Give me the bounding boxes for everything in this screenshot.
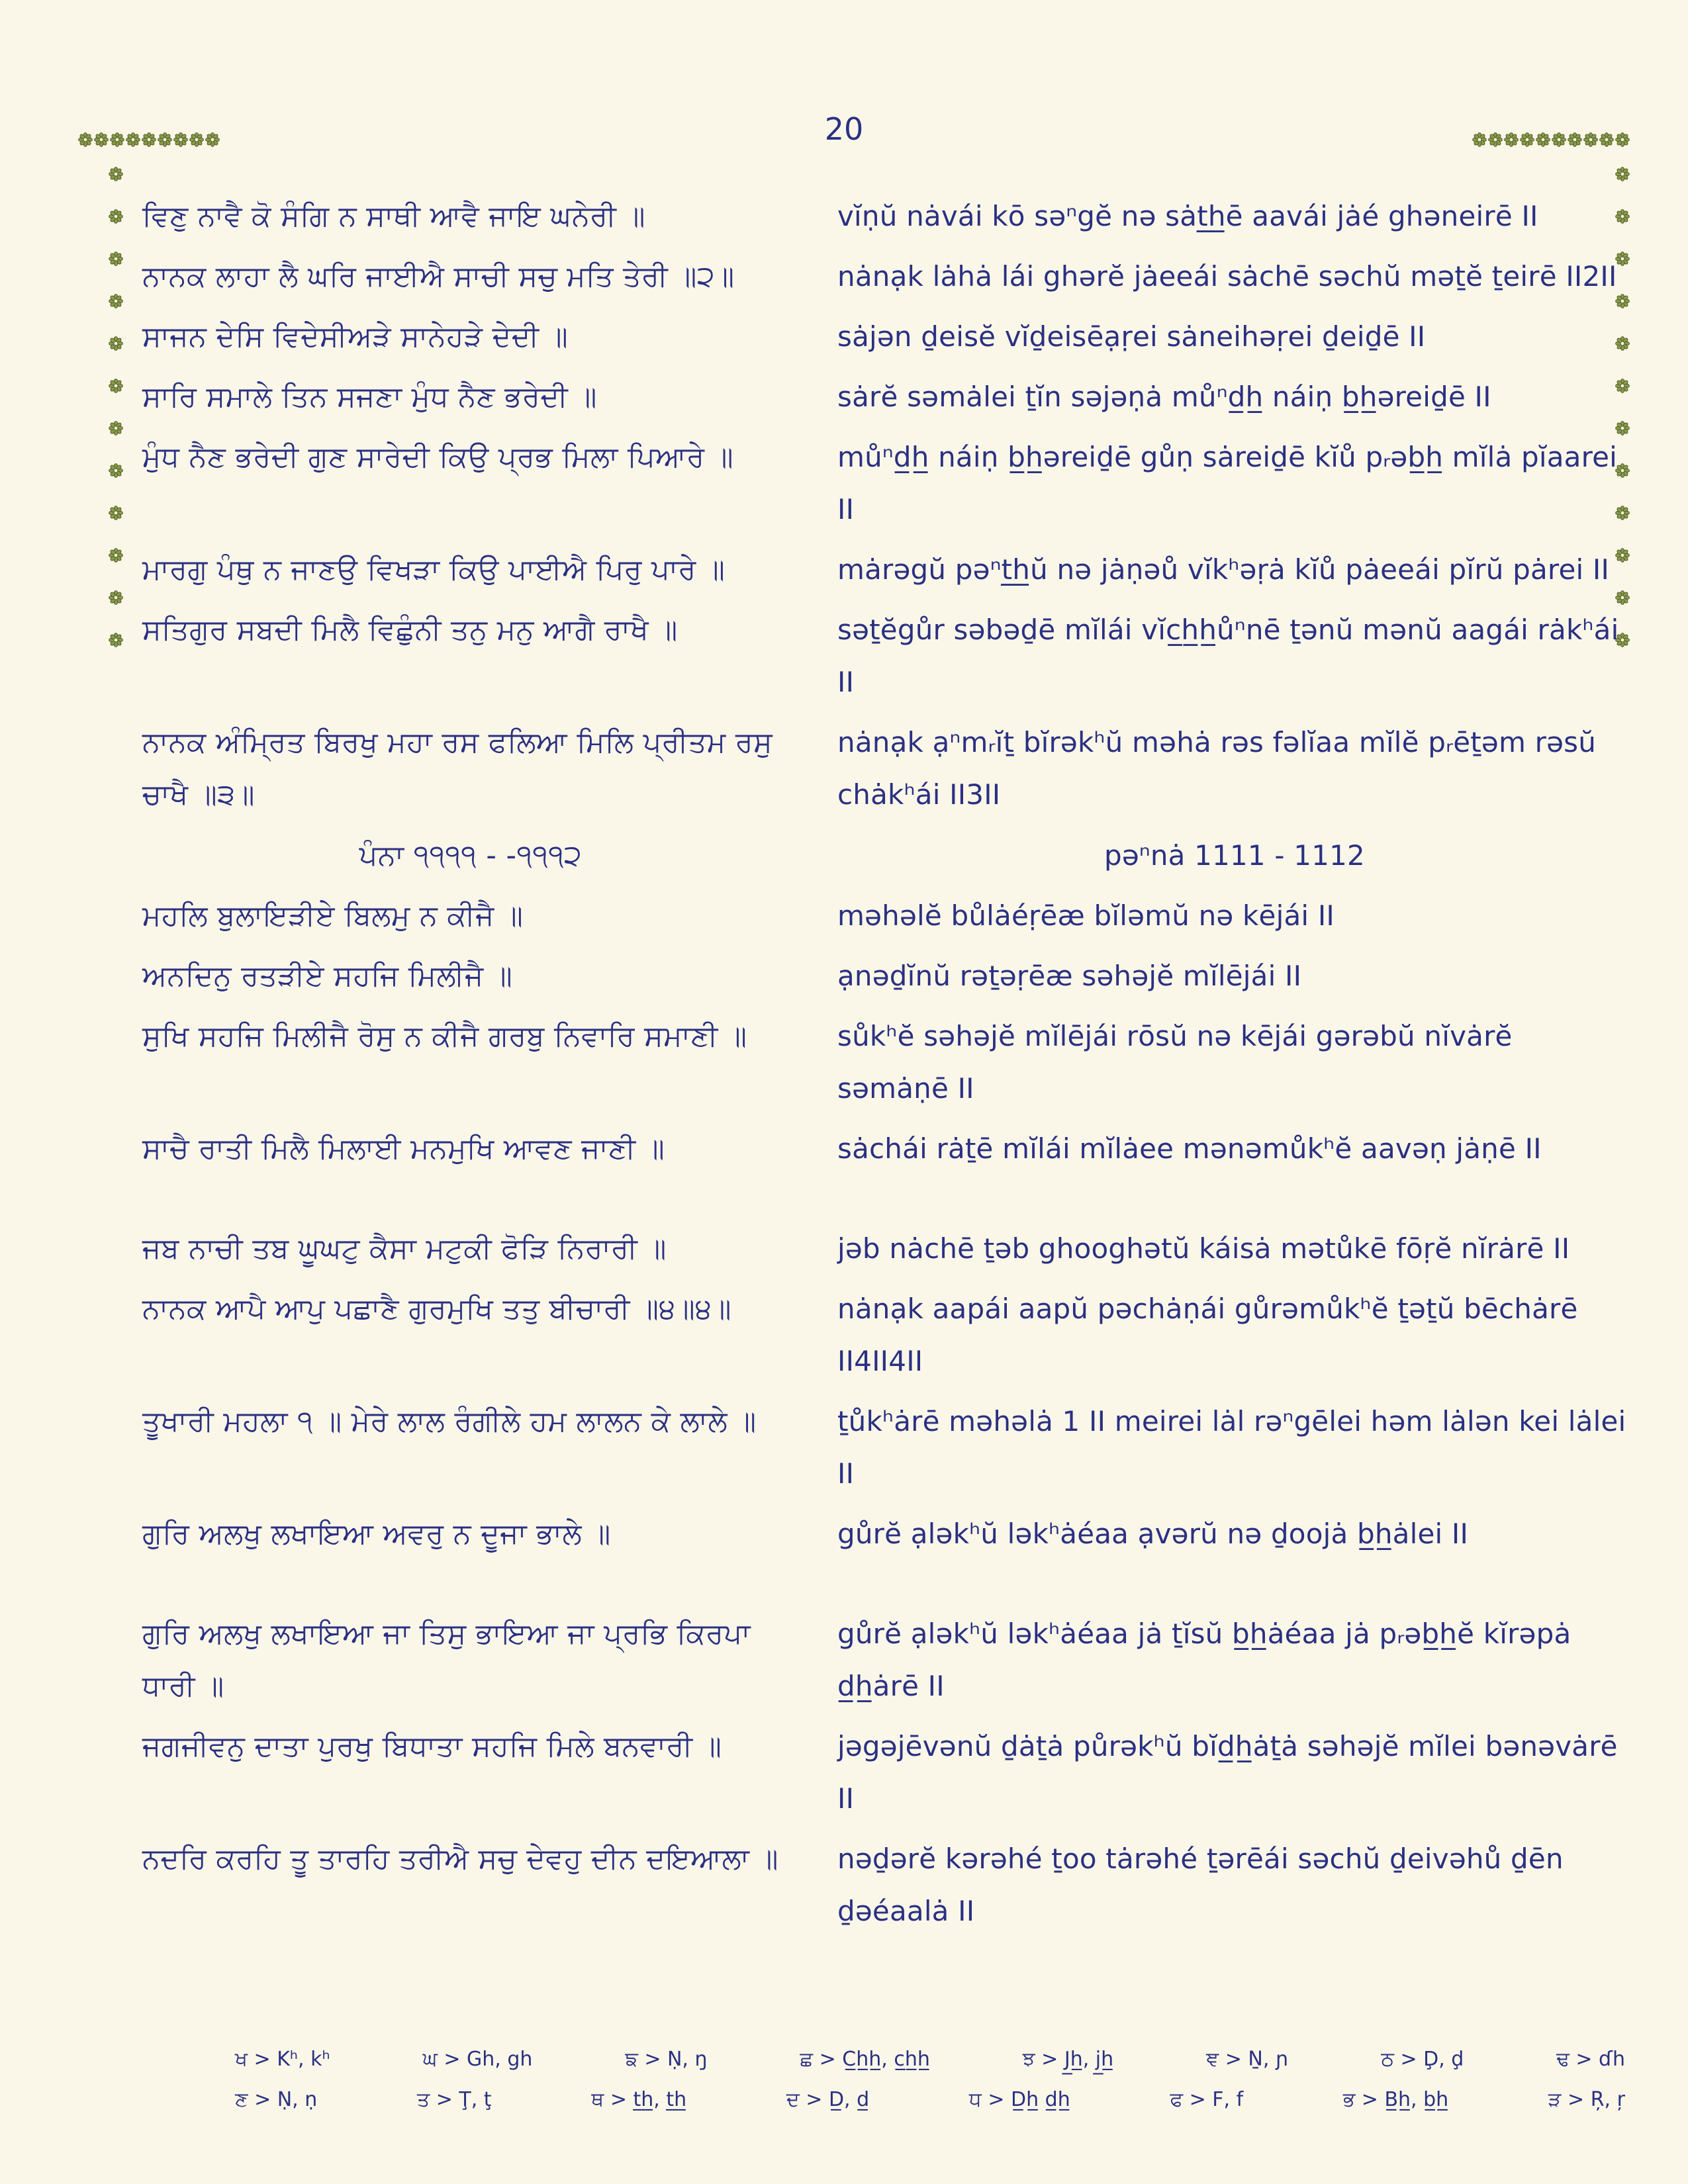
gurmukhi-text: ਸਤਿਗੁਰ ਸਬਦੀ ਮਿਲੈ ਵਿਛੁੰਨੀ ਤਨੁ ਮਨੁ ਆਗੈ ਰਾਖੈ ॥	[142, 614, 678, 647]
transliteration-text: ṯůkʰȧrē məhəlȧ 1 II meirei lȧl rəⁿgēlei həm lȧlən kei lȧlei II	[837, 1404, 1626, 1490]
legend-item: ਤ > Ţ, ţ	[417, 2088, 492, 2111]
legend-item: ਙ > Ṇ, ŋ	[625, 2048, 708, 2071]
gurmukhi-text: ਨਾਨਕ ਲਾਹਾ ਲੈ ਘਰਿ ਜਾਈਐ ਸਾਚੀ ਸਚੁ ਮਤਿ ਤੇਰੀ ॥੨॥	[142, 260, 735, 294]
flower-ornament-icon	[1615, 132, 1630, 147]
verse-row	[142, 544, 1632, 596]
gurmukhi-text: ਤੂਖਾਰੀ ਮਹਲਾ ੧ ॥ ਮੇਰੇ ਲਾਲ ਰੰਗੀਲੇ ਹਮ ਲਾਲਨ ਕੇ ਲਾਲੇ ॥	[142, 1404, 757, 1438]
transliteration-text: gůrĕ ạləkʰŭ ləkʰȧéaa ạvərŭ nə ḏoojȧ b̲h̲ȧlei II	[837, 1517, 1469, 1550]
flower-ornament-icon	[109, 167, 123, 181]
verse-row	[142, 890, 1632, 942]
gurmukhi-text: ਸਾਰਿ ਸਮਾਲੇ ਤਿਨ ਸਜਣਾ ਮੁੰਧ ਨੈਣ ਭਰੇਦੀ ॥	[142, 381, 597, 414]
verse-row	[142, 432, 1632, 536]
transliteration-text: nȧnạk lȧhȧ lái ghərĕ jȧeeái sȧchē səchŭ məṯĕ ṯeirē II2II	[837, 260, 1617, 293]
transliteration-text: gůrĕ ạləkʰŭ ləkʰȧéaa jȧ ṯĭsŭ b̲h̲ȧéaa jȧ pᵣəb̲h̲ĕ kĭrəpȧ d̲h̲ȧrē II	[837, 1617, 1571, 1702]
flower-ornament-icon	[110, 132, 124, 147]
ornament-row-top-left	[78, 132, 220, 147]
legend-item: ਭ > B̲h̲, b̲h̲	[1342, 2088, 1449, 2111]
flower-ornament-icon	[1520, 132, 1534, 147]
flower-ornament-icon	[1615, 167, 1630, 181]
legend-item: ਧ > D̲h̲ d̲h̲	[968, 2088, 1070, 2111]
transliteration-text: nȧnạk aapái aapŭ pəchȧṇái gůrəmůkʰĕ ṯəṯŭ bēchȧrē II4II4II	[837, 1293, 1578, 1377]
transliteration-text: məhəlĕ bůlȧéṛēæ bĭləmŭ nə kējái II	[837, 899, 1335, 932]
verse-row	[142, 1508, 1632, 1561]
gurmukhi-text: ਨਾਨਕ ਆਪੈ ਆਪੁ ਪਛਾਣੈ ਗੁਰਮੁਖਿ ਤਤੁ ਬੀਚਾਰੀ ॥੪॥੪॥	[142, 1293, 731, 1326]
legend-item: ਖ > Kʰ, kʰ	[235, 2048, 330, 2071]
transliteration-text: jəgəjēvənŭ ḏȧṯȧ půrəkʰŭ bĭd̲h̲ȧṯȧ səhəjĕ mĭlei bənəvȧrē II	[837, 1730, 1618, 1815]
flower-ornament-icon	[109, 209, 123, 224]
gurmukhi-text: ਨਦਰਿ ਕਰਹਿ ਤੂ ਤਾਰਹਿ ਤਰੀਐ ਸਚੁ ਦੇਵਹੁ ਦੀਨ ਦਇਆਲਾ ॥	[142, 1843, 778, 1876]
flower-ornament-icon	[109, 548, 123, 563]
legend-item: ੜ > Ŗ, ŗ	[1548, 2088, 1625, 2111]
flower-ornament-icon	[78, 132, 93, 147]
verse-row	[142, 251, 1632, 303]
transliteration-text: sȧchái rȧṯē mĭlái mĭlȧee mənəmůkʰĕ aavəṇ jȧṇē II	[837, 1132, 1542, 1165]
flower-ornament-icon	[109, 463, 123, 478]
flower-ornament-icon	[189, 132, 204, 147]
legend-row-2	[235, 2088, 1625, 2111]
flower-ornament-icon	[109, 251, 123, 266]
gurmukhi-text: ਸੁਖਿ ਸਹਜਿ ਮਿਲੀਜੈ ਰੋਸੁ ਨ ਕੀਜੈ ਗਰਬੁ ਨਿਵਾਰਿ ਸਮਾਣੀ ॥	[142, 1019, 747, 1053]
legend-item: ਫ > F, f	[1170, 2088, 1244, 2111]
flower-ornament-icon	[158, 132, 172, 147]
flower-ornament-icon	[109, 506, 123, 520]
gurmukhi-text: ਮਾਰਗੁ ਪੰਥੁ ਨ ਜਾਣਉ ਵਿਖੜਾ ਕਿਉ ਪਾਈਐ ਪਿਰੁ ਪਾਰੇ ॥	[142, 553, 726, 587]
legend-item: ਛ > C̲h̲h̲, c̲h̲h̲	[800, 2048, 930, 2071]
flower-ornament-icon	[109, 379, 123, 393]
gurmukhi-text: ਗੁਰਿ ਅਲਖੁ ਲਖਾਇਆ ਜਾ ਤਿਸੁ ਭਾਇਆ ਜਾ ਪ੍ਰਭਿ ਕਿਰਪਾ ਧਾਰੀ ॥	[142, 1617, 751, 1704]
flower-ornament-icon	[109, 633, 123, 647]
gurmukhi-text: ਮਹਲਿ ਬੁਲਾਇੜੀਏ ਬਿਲਮੁ ਨ ਕੀਜੈ ॥	[142, 899, 524, 933]
verse-row	[142, 371, 1632, 424]
gurmukhi-text: ਨਾਨਕ ਅੰਮ੍ਰਿਤ ਬਿਰਖੁ ਮਹਾ ਰਸ ਫਲਿਆ ਮਿਲਿ ਪ੍ਰੀਤਮ ਰਸੁ ਚਾਖੈ ॥੩॥	[142, 726, 773, 812]
verse-row	[142, 1608, 1632, 1713]
transliteration-text: mȧrəgŭ pəⁿt̲h̲ŭ nə jȧṇəů vĭkʰəṛȧ kĭů pȧeeái pĭrŭ pȧrei II	[837, 553, 1610, 586]
gurmukhi-text: ਅਨਦਿਨੁ ਰਤੜੀਏ ਸਹਜਿ ਮਿਲੀਜੈ ॥	[142, 959, 513, 993]
flower-ornament-icon	[1552, 132, 1566, 147]
legend-item: ਞ > Ṉ, ɲ	[1206, 2048, 1289, 2071]
gurmukhi-text: ਸਾਜਨ ਦੇਸਿ ਵਿਦੇਸੀਅੜੇ ਸਾਨੇਹੜੇ ਦੇਦੀ ॥	[142, 320, 569, 354]
gurmukhi-text: ਮੁੰਧ ਨੈਣ ਭਰੇਦੀ ਗੁਣ ਸਾਰੇਦੀ ਕਿਉ ਪ੍ਰਭ ਮਿਲਾ ਪਿਆਰੇ ॥	[142, 441, 734, 475]
gurmukhi-text: ਪੰਨਾ ੧੧੧੧ - -੧੧੧੨	[359, 839, 583, 872]
verse-row	[142, 950, 1632, 1003]
verse-row	[142, 1396, 1632, 1500]
legend-item: ਘ > Gh, gh	[422, 2048, 533, 2071]
transliteration-text: můⁿd̲h̲ náiṇ b̲h̲əreiḏē gůṇ sȧreiḏē kĭů pᵣəb̲h̲ mĭlȧ pĭaarei II	[837, 441, 1618, 526]
legend-item: ਣ > Ṇ, ṇ	[235, 2088, 318, 2111]
transliteration-text: səṯĕgůr səbəḏē mĭlái vĭc̲h̲h̲ůⁿnē ṯənŭ mənŭ aagái rȧkʰái II	[837, 614, 1619, 699]
gurmukhi-text: ਸਾਚੈ ਰਾਤੀ ਮਿਲੈ ਮਿਲਾਈ ਮਨਮੁਖਿ ਆਵਣ ਜਾਣੀ ॥	[142, 1132, 665, 1165]
flower-ornament-icon	[126, 132, 140, 147]
flower-ornament-icon	[173, 132, 188, 147]
page-number: 20	[824, 111, 864, 147]
verse-row	[142, 1011, 1632, 1115]
verse-row	[142, 311, 1632, 363]
flower-ornament-icon	[1504, 132, 1519, 147]
flower-ornament-icon	[109, 336, 123, 351]
transliteration-text: pəⁿnȧ 1111 - 1112	[1104, 839, 1365, 872]
flower-ornament-icon	[94, 132, 109, 147]
legend-item: ਦ > D̲, d̲	[786, 2088, 870, 2111]
ornament-row-top-right	[1472, 132, 1630, 147]
flower-ornament-icon	[109, 421, 123, 435]
verse-row	[142, 191, 1632, 243]
flower-ornament-icon	[109, 294, 123, 308]
transliteration-text: nȧnạk ạⁿmᵣĭṯ bĭrəkʰŭ məhȧ rəs fəlĭaa mĭlĕ pᵣēṯəm rəsŭ chȧkʰái II3II	[837, 726, 1597, 811]
verse-row	[142, 1223, 1632, 1275]
flower-ornament-icon	[142, 132, 156, 147]
transliteration-text: sůkʰĕ səhəjĕ mĭlējái rōsŭ nə kējái gərəbŭ nĭvȧrĕ səmȧṇē II	[837, 1019, 1513, 1105]
transliteration-text: jəb nȧchē ṯəb ghooghətŭ káisȧ mətůkē fōṛĕ nĭrȧrē II	[837, 1232, 1570, 1265]
flower-ornament-icon	[1599, 132, 1614, 147]
verse-row	[142, 830, 1632, 882]
legend-row-1	[235, 2048, 1625, 2071]
transliteration-text: ạnəḏĭnŭ rəṯəṛēæ səhəjĕ mĭlējái II	[837, 959, 1302, 992]
gurmukhi-text: ਜਬ ਨਾਚੀ ਤਬ ਘੂਘਟੁ ਕੈਸਾ ਮਟੁਕੀ ਫੋੜਿ ਨਿਰਾਰੀ ॥	[142, 1232, 667, 1265]
flower-ornament-icon	[1472, 132, 1487, 147]
gurmukhi-text: ਵਿਣੁ ਨਾਵੈ ਕੋ ਸੰਗਿ ਨ ਸਾਥੀ ਆਵੈ ਜਾਇ ਘਨੇਰੀ ॥	[142, 200, 646, 233]
verse-row	[142, 604, 1632, 709]
gurmukhi-text: ਜਗਜੀਵਨੁ ਦਾਤਾ ਪੁਰਖੁ ਬਿਧਾਤਾ ਸਹਜਿ ਮਿਲੇ ਬਨਵਾਰੀ ॥	[142, 1730, 722, 1764]
verse-row	[142, 717, 1632, 821]
verse-row	[142, 1833, 1632, 1938]
verse-row	[142, 1123, 1632, 1175]
transliteration-text: sȧrĕ səmȧlei ṯĭn səjəṇȧ můⁿd̲h̲ náiṇ b̲h̲əreiḏē II	[837, 381, 1491, 414]
transliteration-text: sȧjən ḏeisĕ vĭḏeisēạṛei sȧneihəṛei ḏeiḏē II	[837, 320, 1426, 353]
flower-ornament-icon	[109, 590, 123, 605]
transliteration-text: nəḏərĕ kərəhé ṯoo tȧrəhé ṯərēái səchŭ ḏeivəhů ḏēn ḏəéaalȧ II	[837, 1843, 1564, 1928]
flower-ornament-icon	[205, 132, 220, 147]
flower-ornament-icon	[1583, 132, 1598, 147]
ornament-column-left	[109, 167, 123, 647]
gurmukhi-text: ਗੁਰਿ ਅਲਖੁ ਲਖਾਇਆ ਅਵਰੁ ਨ ਦੂਜਾ ਭਾਲੇ ॥	[142, 1517, 611, 1551]
verse-row	[142, 1721, 1632, 1825]
verse-table	[142, 191, 1632, 1946]
legend-item: ਥ > t̲h̲, t̲h̲	[591, 2088, 687, 2111]
flower-ornament-icon	[1568, 132, 1582, 147]
transliteration-text: vĭṇŭ nȧvái kō səⁿgĕ nə sȧt̲h̲ē aavái jȧé ghəneirē II	[837, 200, 1538, 232]
legend-item: ਝ > J̲h̲, j̲h̲	[1022, 2048, 1114, 2071]
flower-ornament-icon	[1536, 132, 1550, 147]
transliteration-legend	[235, 2048, 1625, 2128]
legend-item: ਠ > Ḑ, ḑ	[1381, 2048, 1464, 2071]
verse-row	[142, 1283, 1632, 1388]
flower-ornament-icon	[1488, 132, 1503, 147]
legend-item: ਢ > ɗh	[1556, 2048, 1625, 2071]
